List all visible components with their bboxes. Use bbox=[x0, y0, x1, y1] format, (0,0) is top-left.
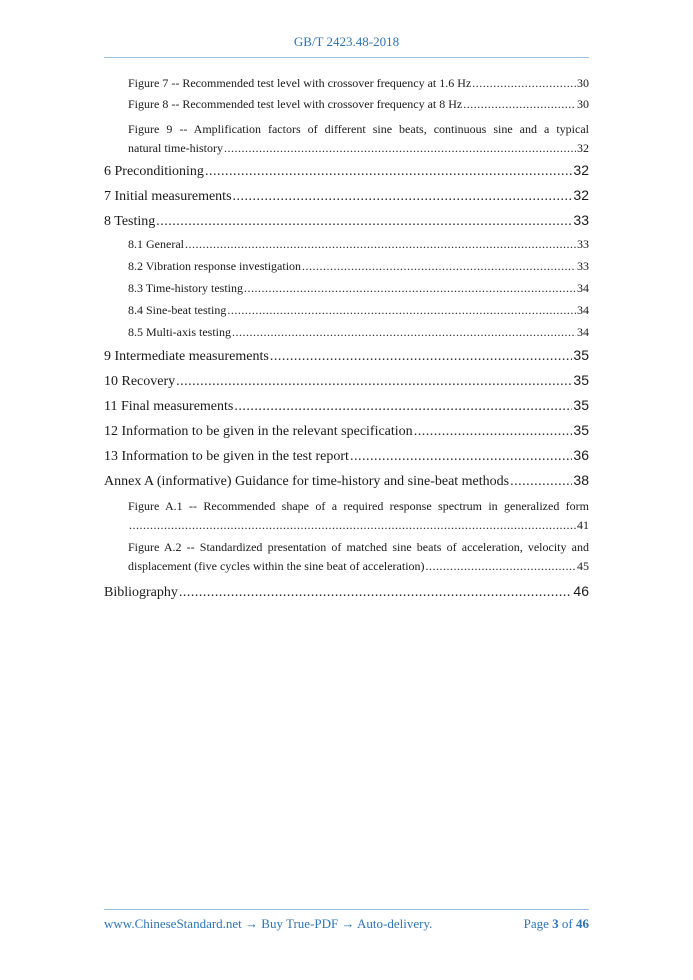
page-of-label: of bbox=[561, 916, 573, 931]
toc-entry-page: 35 bbox=[573, 347, 589, 363]
toc-entry-section-7[interactable] bbox=[104, 187, 589, 212]
toc-entry-title: 13 Information to be given in the test report bbox=[104, 449, 349, 464]
toc-entry-title-line1: Figure 9 -- Amplification factors of different sine beats, continuous sine and a typical bbox=[128, 122, 589, 136]
toc-leader-dots bbox=[244, 281, 576, 296]
toc-entry-title-line2: displacement (five cycles within the sine beat of acceleration) bbox=[128, 559, 425, 573]
toc-entry-title-line2: natural time-history bbox=[128, 141, 223, 155]
toc-leader-dots bbox=[205, 164, 572, 180]
table-of-contents bbox=[104, 76, 589, 608]
footer-store-link[interactable]: www.ChineseStandard.net → Buy True-PDF → Auto-delivery. bbox=[104, 916, 433, 931]
toc-entry-page: 35 bbox=[573, 397, 589, 413]
toc-leader-dots bbox=[179, 585, 573, 601]
toc-leader-dots bbox=[233, 189, 573, 205]
document-code-header: GB/T 2423.48-2018 bbox=[293, 34, 400, 49]
toc-leader-dots bbox=[185, 237, 576, 252]
toc-leader-dots bbox=[302, 259, 576, 274]
toc-entry-title: 10 Recovery bbox=[104, 374, 176, 389]
toc-entry-page: 35 bbox=[573, 422, 589, 438]
toc-entry-figure-a1[interactable] bbox=[104, 497, 589, 535]
toc-entry-page: 46 bbox=[573, 583, 589, 599]
toc-leader-dots bbox=[463, 97, 576, 112]
toc-entry-title: 6 Preconditioning bbox=[104, 164, 204, 179]
toc-entry-title: 8.4 Sine-beat testing bbox=[128, 303, 227, 317]
toc-entry-page: 33 bbox=[573, 212, 589, 228]
toc-leader-dots bbox=[156, 214, 572, 230]
toc-entry-page: 30 bbox=[577, 76, 589, 90]
toc-entry-bibliography[interactable] bbox=[104, 583, 589, 608]
toc-leader-dots bbox=[227, 303, 576, 318]
toc-leader-dots bbox=[176, 374, 572, 390]
toc-entry-page: 38 bbox=[573, 472, 589, 488]
toc-leader-dots bbox=[510, 474, 572, 490]
toc-entry-section-12[interactable] bbox=[104, 422, 589, 447]
toc-entry-page: 30 bbox=[577, 97, 589, 111]
toc-leader-dots bbox=[129, 516, 576, 535]
toc-entry-section-8-3[interactable] bbox=[104, 281, 589, 303]
toc-entry-section-8-4[interactable] bbox=[104, 303, 589, 325]
page-total: 46 bbox=[576, 916, 589, 931]
toc-entry-section-8[interactable] bbox=[104, 212, 589, 237]
toc-entry-title: 9 Intermediate measurements bbox=[104, 349, 269, 364]
toc-entry-page: 45 bbox=[577, 559, 589, 573]
page-label: Page bbox=[523, 916, 549, 931]
toc-entry-page: 33 bbox=[577, 259, 589, 273]
toc-entry-page: 34 bbox=[577, 303, 589, 317]
toc-entry-title: 11 Final measurements bbox=[104, 399, 234, 414]
toc-leader-dots bbox=[234, 399, 572, 415]
page-current: 3 bbox=[552, 916, 559, 931]
toc-entry-section-6[interactable] bbox=[104, 162, 589, 187]
toc-entry-title: 12 Information to be given in the relevant specification bbox=[104, 424, 413, 439]
toc-entry-title-line1: Figure A.2 -- Standardized presentation of matched sine beats of acceleration, velocity and bbox=[128, 540, 589, 554]
toc-entry-title: 7 Initial measurements bbox=[104, 189, 232, 204]
toc-leader-dots bbox=[472, 76, 576, 91]
toc-entry-page: 32 bbox=[577, 141, 589, 155]
toc-entry-page: 41 bbox=[577, 518, 589, 532]
toc-leader-dots bbox=[350, 449, 572, 465]
toc-entry-page: 35 bbox=[573, 372, 589, 388]
toc-entry-title-line1: Figure A.1 -- Recommended shape of a required response spectrum in generalized form bbox=[128, 499, 589, 513]
toc-entry-page: 36 bbox=[573, 447, 589, 463]
toc-entry-figure-9[interactable] bbox=[104, 120, 589, 158]
toc-leader-dots bbox=[270, 349, 573, 365]
toc-entry-title: Bibliography bbox=[104, 585, 178, 600]
toc-entry-figure-a2[interactable] bbox=[104, 538, 589, 576]
toc-entry-page: 33 bbox=[577, 237, 589, 251]
toc-entry-title: 8.3 Time-history testing bbox=[128, 281, 244, 295]
toc-entry-title: Figure 7 -- Recommended test level with crossover frequency at 1.6 Hz bbox=[128, 76, 472, 90]
toc-entry-section-8-2[interactable] bbox=[104, 259, 589, 281]
toc-leader-dots bbox=[414, 424, 573, 440]
toc-leader-dots bbox=[232, 325, 576, 340]
toc-entry-section-10[interactable] bbox=[104, 372, 589, 397]
toc-entry-title: 8.1 General bbox=[128, 237, 184, 251]
toc-entry-title: 8.2 Vibration response investigation bbox=[128, 259, 302, 273]
toc-entry-figure-7[interactable] bbox=[104, 76, 589, 97]
toc-entry-title: Figure 8 -- Recommended test level with crossover frequency at 8 Hz bbox=[128, 97, 463, 111]
toc-entry-title: Annex A (informative) Guidance for time-history and sine-beat methods bbox=[104, 474, 510, 489]
page-number bbox=[524, 916, 589, 932]
toc-entry-section-13[interactable] bbox=[104, 447, 589, 472]
toc-entry-section-11[interactable] bbox=[104, 397, 589, 422]
toc-leader-dots bbox=[224, 139, 576, 158]
toc-entry-page: 32 bbox=[573, 187, 589, 203]
toc-entry-page: 34 bbox=[577, 281, 589, 295]
footer-divider bbox=[104, 909, 589, 910]
toc-entry-section-8-1[interactable] bbox=[104, 237, 589, 259]
toc-entry-page: 34 bbox=[577, 325, 589, 339]
toc-entry-section-8-5[interactable] bbox=[104, 325, 589, 347]
toc-entry-annex-a[interactable] bbox=[104, 472, 589, 497]
toc-leader-dots bbox=[426, 557, 576, 576]
header-divider bbox=[104, 57, 589, 58]
toc-entry-title: 8 Testing bbox=[104, 214, 156, 229]
toc-entry-section-9[interactable] bbox=[104, 347, 589, 372]
toc-entry-title: 8.5 Multi-axis testing bbox=[128, 325, 231, 339]
toc-entry-figure-8[interactable] bbox=[104, 97, 589, 118]
toc-entry-page: 32 bbox=[573, 162, 589, 178]
